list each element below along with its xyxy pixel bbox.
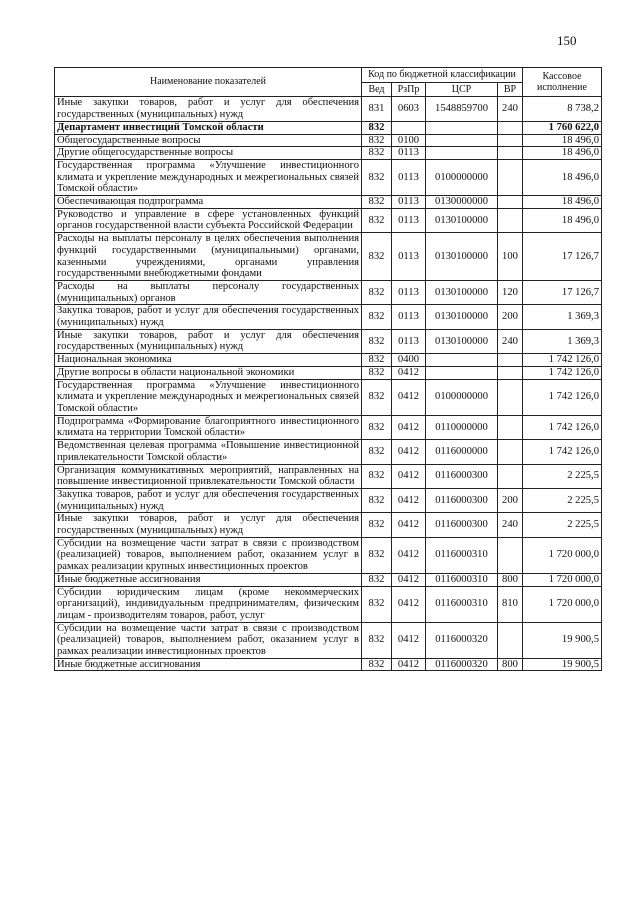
cell-vr: [498, 121, 523, 134]
table-row: [55, 573, 602, 586]
cell-amount: 2 225,5: [523, 464, 602, 488]
page-number: 150: [557, 33, 577, 48]
cell-amount: 1 742 126,0: [523, 366, 602, 379]
cell-amount: 18 496,0: [523, 159, 602, 195]
cell-csr: 0116000310: [426, 537, 498, 573]
cell-amount: 18 496,0: [523, 208, 602, 232]
header-amount-column: Кассовое исполнение: [523, 68, 602, 97]
cell-rzpr: 0113: [392, 305, 426, 329]
header-rzpr: РзПр: [392, 82, 426, 97]
table-row: [55, 366, 602, 379]
cell-name: Руководство и управление в сфере установленных функций органов государственной власти субъекта Российской Федерации: [55, 208, 362, 232]
cell-csr: 0116000310: [426, 573, 498, 586]
cell-rzpr: 0113: [392, 159, 426, 195]
table-row: [55, 415, 602, 439]
cell-ved: 832: [362, 134, 392, 147]
cell-csr: [426, 121, 498, 134]
cell-ved: 832: [362, 415, 392, 439]
cell-rzpr: 0412: [392, 573, 426, 586]
cell-rzpr: [392, 121, 426, 134]
cell-ved: 832: [362, 159, 392, 195]
cell-vr: [498, 196, 523, 209]
cell-rzpr: 0113: [392, 147, 426, 160]
cell-name: Субсидии на возмещение части затрат в связи с производством (реализацией) товаров, выполнением работ, оказанием услуг в рамках реализации инвестиционных проектов: [55, 622, 362, 658]
cell-amount: 2 225,5: [523, 513, 602, 537]
cell-csr: 0116000300: [426, 488, 498, 512]
cell-ved: 832: [362, 147, 392, 160]
table-row: [55, 280, 602, 304]
cell-vr: [498, 415, 523, 439]
table-row: [55, 379, 602, 415]
cell-amount: 1 369,3: [523, 305, 602, 329]
cell-vr: 240: [498, 329, 523, 353]
cell-amount: 1 720 000,0: [523, 573, 602, 586]
table-row: [55, 196, 602, 209]
cell-amount: 19 900,5: [523, 658, 602, 671]
cell-amount: 1 720 000,0: [523, 586, 602, 622]
cell-amount: 19 900,5: [523, 622, 602, 658]
table-row: [55, 440, 602, 464]
cell-rzpr: 0412: [392, 622, 426, 658]
cell-rzpr: 0603: [392, 97, 426, 121]
cell-csr: 0130100000: [426, 329, 498, 353]
cell-csr: 0110000000: [426, 415, 498, 439]
table-row: [55, 464, 602, 488]
table-row: [55, 622, 602, 658]
cell-ved: 832: [362, 121, 392, 134]
cell-name: Иные бюджетные ассигнования: [55, 573, 362, 586]
cell-name: Государственная программа «Улучшение инвестиционного климата и укрепление международных и межрегиональных связей Томской области»: [55, 159, 362, 195]
cell-name: Департамент инвестиций Томской области: [55, 121, 362, 134]
cell-name: Ведомственная целевая программа «Повышение инвестиционной привлекательности Томской области»: [55, 440, 362, 464]
cell-ved: 832: [362, 379, 392, 415]
cell-name: Закупка товаров, работ и услуг для обеспечения государственных (муниципальных) нужд: [55, 305, 362, 329]
cell-rzpr: 0412: [392, 586, 426, 622]
cell-name: Иные закупки товаров, работ и услуг для обеспечения государственных (муниципальных) нужд: [55, 329, 362, 353]
cell-csr: [426, 134, 498, 147]
cell-ved: 832: [362, 280, 392, 304]
cell-ved: 832: [362, 464, 392, 488]
cell-ved: 831: [362, 97, 392, 121]
cell-csr: 0130100000: [426, 233, 498, 281]
table-row: [55, 537, 602, 573]
cell-vr: [498, 354, 523, 367]
cell-vr: 800: [498, 573, 523, 586]
cell-csr: 0130100000: [426, 280, 498, 304]
cell-rzpr: 0412: [392, 658, 426, 671]
cell-vr: [498, 464, 523, 488]
cell-name: Иные закупки товаров, работ и услуг для обеспечения государственных (муниципальных) нужд: [55, 97, 362, 121]
cell-ved: 832: [362, 305, 392, 329]
cell-name: Субсидии на возмещение части затрат в связи с производством (реализацией) товаров, выполнением работ, оказанием услуг в рамках реализации крупных инвестиционных проектов: [55, 537, 362, 573]
cell-name: Расходы на выплаты персоналу в целях обеспечения выполнения функций государственными (муниципальными) органами, казенными учреждениями, органами управления государственными внебюджетными фондами: [55, 233, 362, 281]
cell-rzpr: 0412: [392, 415, 426, 439]
cell-rzpr: 0412: [392, 488, 426, 512]
cell-name: Организация коммуникативных мероприятий, направленных на повышение инвестиционной привлекательности Томской области: [55, 464, 362, 488]
cell-csr: 0116000320: [426, 658, 498, 671]
cell-rzpr: 0412: [392, 537, 426, 573]
cell-vr: [498, 208, 523, 232]
table-row: [55, 134, 602, 147]
cell-vr: [498, 147, 523, 160]
table-row: [55, 208, 602, 232]
cell-rzpr: 0113: [392, 233, 426, 281]
cell-vr: [498, 159, 523, 195]
table-row: [55, 147, 602, 160]
cell-csr: 0130100000: [426, 208, 498, 232]
cell-amount: 18 496,0: [523, 147, 602, 160]
cell-rzpr: 0113: [392, 329, 426, 353]
cell-amount: 17 126,7: [523, 233, 602, 281]
cell-rzpr: 0412: [392, 440, 426, 464]
cell-rzpr: 0412: [392, 513, 426, 537]
table-row: [55, 159, 602, 195]
cell-amount: 1 742 126,0: [523, 354, 602, 367]
table-row: [55, 97, 602, 121]
cell-ved: 832: [362, 208, 392, 232]
cell-name: Подпрограмма «Формирование благоприятного инвестиционного климата на территории Томской области»: [55, 415, 362, 439]
cell-name: Расходы на выплаты персоналу государственных (муниципальных) органов: [55, 280, 362, 304]
cell-name: Иные бюджетные ассигнования: [55, 658, 362, 671]
cell-vr: 100: [498, 233, 523, 281]
table-row: [55, 513, 602, 537]
cell-vr: [498, 537, 523, 573]
cell-ved: 832: [362, 488, 392, 512]
cell-amount: 8 738,2: [523, 97, 602, 121]
cell-csr: 0116000300: [426, 464, 498, 488]
header-ved: Вед: [362, 82, 392, 97]
cell-vr: 200: [498, 305, 523, 329]
cell-rzpr: 0400: [392, 354, 426, 367]
cell-csr: [426, 366, 498, 379]
table-row: [55, 354, 602, 367]
cell-csr: 0130100000: [426, 305, 498, 329]
cell-vr: 200: [498, 488, 523, 512]
header-csr: ЦСР: [426, 82, 498, 97]
cell-csr: 0100000000: [426, 159, 498, 195]
cell-name: Другие вопросы в области национальной экономики: [55, 366, 362, 379]
cell-vr: 120: [498, 280, 523, 304]
cell-vr: [498, 366, 523, 379]
table-row: [55, 305, 602, 329]
cell-ved: 832: [362, 233, 392, 281]
table-row: [55, 233, 602, 281]
budget-execution-table: [54, 67, 602, 671]
cell-csr: [426, 147, 498, 160]
cell-rzpr: 0113: [392, 208, 426, 232]
cell-csr: 0100000000: [426, 379, 498, 415]
cell-ved: 832: [362, 573, 392, 586]
cell-ved: 832: [362, 513, 392, 537]
cell-rzpr: 0113: [392, 280, 426, 304]
cell-vr: 810: [498, 586, 523, 622]
cell-amount: 1 742 126,0: [523, 415, 602, 439]
header-vr: ВР: [498, 82, 523, 97]
cell-vr: 240: [498, 513, 523, 537]
cell-name: Другие общегосударственные вопросы: [55, 147, 362, 160]
cell-name: Обеспечивающая подпрограмма: [55, 196, 362, 209]
cell-rzpr: 0412: [392, 379, 426, 415]
cell-ved: 832: [362, 440, 392, 464]
cell-csr: 0116000300: [426, 513, 498, 537]
cell-rzpr: 0412: [392, 464, 426, 488]
cell-vr: [498, 622, 523, 658]
cell-amount: 18 496,0: [523, 196, 602, 209]
cell-ved: 832: [362, 537, 392, 573]
cell-amount: 1 720 000,0: [523, 537, 602, 573]
cell-rzpr: 0412: [392, 366, 426, 379]
cell-amount: 2 225,5: [523, 488, 602, 512]
table-body: [55, 97, 602, 671]
cell-amount: 1 760 622,0: [523, 121, 602, 134]
cell-amount: 17 126,7: [523, 280, 602, 304]
cell-ved: 832: [362, 329, 392, 353]
table-row: [55, 121, 602, 134]
cell-rzpr: 0100: [392, 134, 426, 147]
cell-name: Государственная программа «Улучшение инвестиционного климата и укрепление международных и межрегиональных связей Томской области»: [55, 379, 362, 415]
cell-amount: 18 496,0: [523, 134, 602, 147]
cell-csr: [426, 354, 498, 367]
cell-rzpr: 0113: [392, 196, 426, 209]
cell-amount: 1 742 126,0: [523, 379, 602, 415]
cell-ved: 832: [362, 196, 392, 209]
table-row: [55, 658, 602, 671]
table-row: [55, 586, 602, 622]
cell-csr: 0116000310: [426, 586, 498, 622]
cell-ved: 832: [362, 658, 392, 671]
header-code-group: Код по бюджетной классификации: [362, 68, 523, 83]
cell-vr: 800: [498, 658, 523, 671]
cell-ved: 832: [362, 366, 392, 379]
cell-name: Иные закупки товаров, работ и услуг для обеспечения государственных (муниципальных) нужд: [55, 513, 362, 537]
cell-amount: 1 369,3: [523, 329, 602, 353]
cell-csr: 0116000320: [426, 622, 498, 658]
cell-name: Закупка товаров, работ и услуг для обеспечения государственных (муниципальных) нужд: [55, 488, 362, 512]
cell-csr: 1548859700: [426, 97, 498, 121]
cell-name: Общегосударственные вопросы: [55, 134, 362, 147]
cell-csr: 0130000000: [426, 196, 498, 209]
cell-vr: [498, 134, 523, 147]
cell-ved: 832: [362, 586, 392, 622]
cell-ved: 832: [362, 622, 392, 658]
cell-ved: 832: [362, 354, 392, 367]
cell-vr: 240: [498, 97, 523, 121]
cell-amount: 1 742 126,0: [523, 440, 602, 464]
cell-name: Субсидии юридическим лицам (кроме некоммерческих организаций), индивидуальным предпринимателям, физическим лицам - производителям товаров, работ, услуг: [55, 586, 362, 622]
cell-csr: 0116000000: [426, 440, 498, 464]
table-row: [55, 488, 602, 512]
cell-name: Национальная экономика: [55, 354, 362, 367]
table-row: [55, 329, 602, 353]
cell-vr: [498, 379, 523, 415]
header-name-column: Наименование показателей: [55, 68, 362, 97]
cell-vr: [498, 440, 523, 464]
